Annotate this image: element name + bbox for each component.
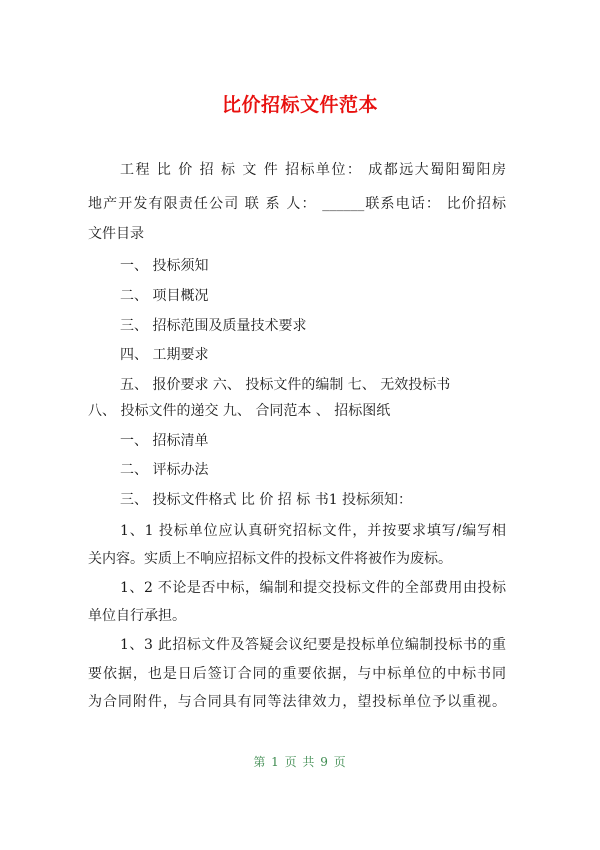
toc-item: 一、 投标须知 (120, 258, 209, 274)
text-line: 1、2 不论是否中标，编制和提交投标文件的全部费用由投标 (120, 580, 506, 596)
toc-item: 五、 报价要求 六、 投标文件的编制 七、 无效投标书 (120, 377, 451, 393)
text-line: 1、3 此招标文件及答疑会议纪要是投标单位编制投标书的重 (120, 637, 506, 653)
text-line: 1、1 投标单位应认真研究招标文件，并按要求填写/编写相 (120, 523, 506, 539)
toc-item: 二、 项目概况 (120, 288, 209, 304)
toc-item: 四、 工期要求 (120, 347, 209, 363)
text-line: 单位自行承担。 (88, 608, 186, 624)
toc-item: 二、 评标办法 (120, 462, 209, 478)
toc-item: 八、 投标文件的递交 九、 合同范本 、 招标图纸 (88, 403, 391, 419)
text-line: 工程 比 价 招 标 文 件 招标单位： 成都远大蜀阳蜀阳房 (120, 162, 506, 178)
toc-item: 一、 招标清单 (120, 433, 209, 449)
text-line: 关内容。实质上不响应招标文件的投标文件将被作为废标。 (88, 551, 452, 567)
document-title: 比价招标文件范本 (221, 94, 378, 116)
text-line: 三、 投标文件格式 比 价 招 标 书1 投标须知： (120, 492, 413, 508)
text-line: 要依据，也是日后签订合同的重要依据，与中标单位的中标书同 (88, 666, 506, 682)
text-line: 地产开发有限责任公司 联 系 人： ______联系电话： 比价招标 (88, 196, 506, 212)
text-line: 为合同附件，与合同具有同等法律效力，望投标单位予以重视。 (88, 694, 506, 710)
toc-item: 三、 招标范围及质量技术要求 (120, 318, 307, 334)
page-number: 第 1 页 共 9 页 (253, 755, 347, 769)
text-line: 文件目录 (88, 226, 144, 242)
